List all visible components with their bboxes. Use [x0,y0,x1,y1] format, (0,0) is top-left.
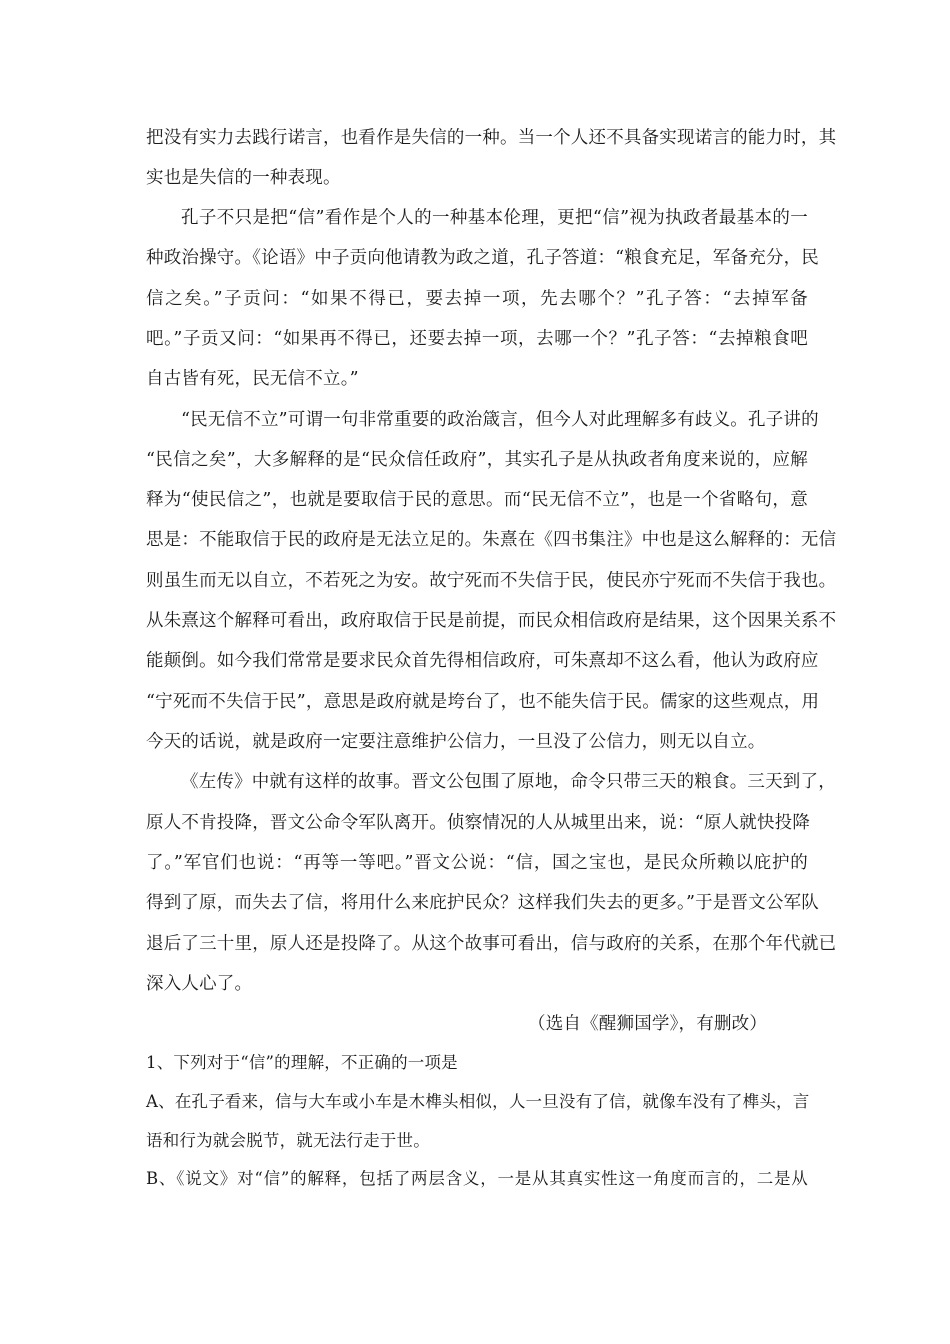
paragraph-line: 今天的话说，就是政府一定要注意维护公信力，一旦没了公信力，则无以自立。 [146,732,766,752]
paragraph-line: 思是：不能取信于民的政府是无法立足的。朱熹在《四书集注》中也是这么解释的：无信 [146,530,837,550]
paragraph-line: 释为“使民信之”，也就是要取信于民的意思。而“民无信不立”，也是一个省略句，意 [146,490,808,510]
paragraph-line: “民信之矣”，大多解释的是“民众信任政府”，其实孔子是从执政者角度来说的，应解 [146,450,808,470]
paragraph-line: 能颠倒。如今我们常常是要求民众首先得相信政府，可朱熹却不这么看，他认为政府应 [146,651,819,671]
paragraph-line: 《左传》中就有这样的故事。晋文公包围了原地，命令只带三天的粮食。三天到了， [181,772,836,792]
source-citation: （选自《醒狮国学》，有删改） [528,1014,768,1034]
paragraph-line: 退后了三十里，原人还是投降了。从这个故事可看出，信与政府的关系，在那个年代就已 [146,934,837,954]
paragraph-line: 把没有实力去践行诺言，也看作是失信的一种。当一个人还不具备实现诺言的能力时，其 [146,128,837,148]
paragraph-line: 信之矣。”子贡问：“如果不得已，要去掉一项，先去哪个？”孔子答：“去掉军备 [146,289,808,309]
paragraph-line: 则虽生而无以自立，不若死之为安。故宁死而不失信于民，使民亦宁死而不失信于我也。 [146,571,837,591]
paragraph-line: 了。”军官们也说：“再等一等吧。”晋文公说：“信，国之宝也，是民众所赖以庇护的 [146,853,808,873]
paragraph-line: 吧。”子贡又问：“如果再不得已，还要去掉一项，去哪一个？”孔子答：“去掉粮食吧 [146,329,808,349]
paragraph-line: 原人不肯投降，晋文公命令军队离开。侦察情况的人从城里出来，说：“原人就快投降 [146,813,811,833]
option-b-line: B、《说文》对“信”的解释，包括了两层含义，一是从其真实性这一角度而言的，二是从 [146,1169,808,1188]
option-a-line: 语和行为就会脱节，就无法行走于世。 [146,1131,430,1150]
paragraph-line: 孔子不只是把“信”看作是个人的一种基本伦理，更把“信”视为执政者最基本的一 [181,208,808,228]
paragraph-line: 种政治操守。《论语》中子贡向他请教为政之道，孔子答道：“粮食充足，军备充分，民 [146,248,819,268]
paragraph-line: “宁死而不失信于民”，意思是政府就是垮台了，也不能失信于民。儒家的这些观点，用 [146,692,820,712]
option-a-line: A、在孔子看来，信与大车或小车是木榫头相似，人一旦没有了信，就像车没有了榫头，言 [146,1092,810,1111]
paragraph-line: “民无信不立”可谓一句非常重要的政治箴言，但今人对此理解多有歧义。孔子讲的 [181,410,819,430]
paragraph-line: 实也是失信的一种表现。 [146,168,341,188]
paragraph-line: 得到了原，而失去了信，将用什么来庇护民众？这样我们失去的更多。”于是晋文公军队 [146,893,819,913]
question-stem: 1、下列对于“信”的理解，不正确的一项是 [146,1053,458,1072]
paragraph-line: 自古皆有死，民无信不立。” [146,369,359,389]
paragraph-line: 深入人心了。 [146,974,253,994]
paragraph-line: 从朱熹这个解释可看出，政府取信于民是前提，而民众相信政府是结果，这个因果关系不 [146,611,837,631]
